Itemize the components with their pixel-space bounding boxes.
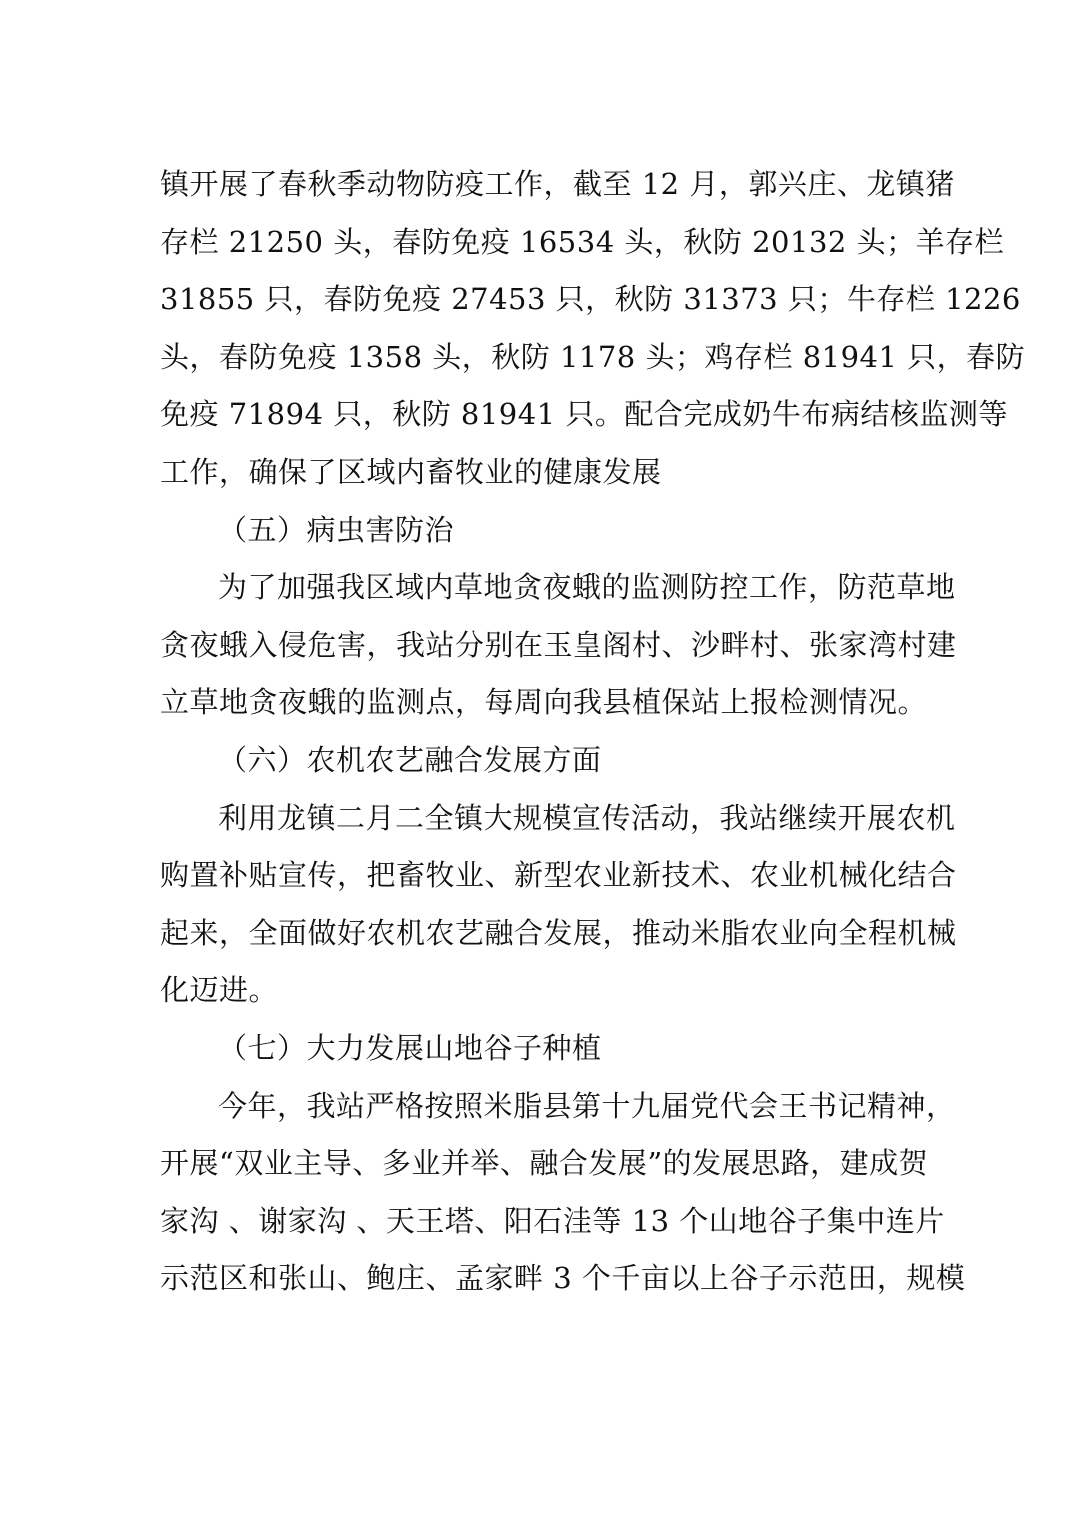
- text-line: 购置补贴宣传，把畜牧业、新型农业新技术、农业机械化结合: [160, 858, 957, 893]
- text-line: 今年，我站严格按照米脂县第十九届党代会王书记精神，: [218, 1088, 956, 1123]
- text-line: 利用龙镇二月二全镇大规模宣传活动，我站继续开展农机: [218, 800, 956, 835]
- paragraph-pest-control: [160, 559, 957, 732]
- section-heading-pest-control: （五）病虫害防治: [218, 512, 455, 547]
- text-line: 贪夜蛾入侵危害，我站分别在玉皇阁村、沙畔村、张家湾村建: [160, 627, 957, 662]
- section-heading-agri-machinery: （六）农机农艺融合发展方面: [218, 742, 602, 777]
- paragraph-millet-planting: [160, 1078, 966, 1308]
- paragraph-agri-machinery: [160, 790, 957, 1020]
- text-line: 存栏 21250 头，春防免疫 16534 头，秋防 20132 头；羊存栏: [160, 224, 1005, 259]
- text-line: 立草地贪夜蛾的监测点，每周向我县植保站上报检测情况。: [160, 685, 928, 720]
- text-line: 工作，确保了区域内畜牧业的健康发展: [160, 454, 662, 489]
- paragraph-animal-epidemic-prevention: [160, 156, 1026, 502]
- text-line: 31855 只，春防免疫 27453 只，秋防 31373 只；牛存栏 1226: [160, 282, 1021, 317]
- text-line: 镇开展了春秋季动物防疫工作，截至 12 月，郭兴庄、龙镇猪: [160, 167, 955, 201]
- text-line: 为了加强我区域内草地贪夜蛾的监测防控工作，防范草地: [218, 570, 956, 605]
- text-line: 免疫 71894 只，秋防 81941 只。配合完成奶牛布病结核监测等: [160, 397, 1008, 432]
- document-body: [160, 156, 1026, 1308]
- section-heading-millet-planting: （七）大力发展山地谷子种植: [218, 1030, 602, 1065]
- text-line: 示范区和张山、鲍庄、孟家畔 3 个千亩以上谷子示范田，规模: [160, 1261, 966, 1296]
- text-line: 起来，全面做好农机农艺融合发展，推动米脂农业向全程机械: [160, 915, 957, 950]
- text-line: 头，春防免疫 1358 头，秋防 1178 头；鸡存栏 81941 只，春防: [160, 339, 1026, 374]
- text-line: 家沟 、谢家沟 、天王塔、阳石洼等 13 个山地谷子集中连片: [160, 1203, 945, 1238]
- text-line: 开展“双业主导、多业并举、融合发展”的发展思路，建成贺: [160, 1146, 929, 1181]
- text-line: 化迈进。: [160, 973, 279, 1008]
